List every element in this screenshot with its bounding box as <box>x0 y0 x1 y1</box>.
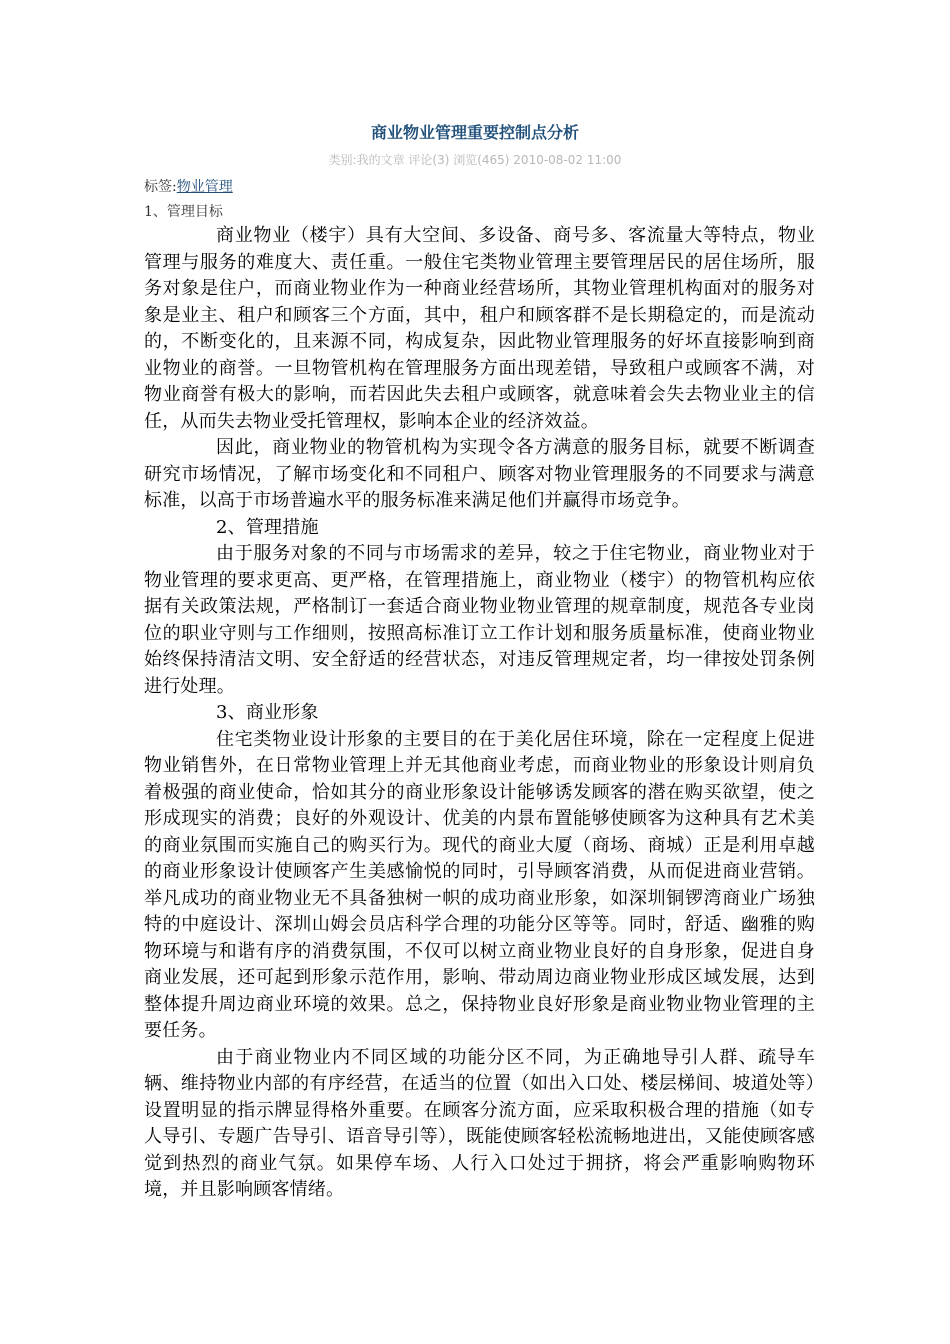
section1-heading: 1、管理目标 <box>144 204 223 220</box>
paragraph: 由于商业物业内不同区域的功能分区不同，为正确地导引人群、疏导车辆、维持物业内部的有序经营，在适当的位置（如出入口处、楼层梯间、坡道处等）设置明显的指示牌显得格外重要。在顾客分流方面，应采取积极合理的措施（如专人导引、专题广告导引、语音导引等），既能使顾客轻松流畅地进出，又能使顾客感觉到热烈的商业气氛。如果停车场、人行入口处过于拥挤，将会严重影响购物环境，并且影响顾客情绪。 <box>144 1046 815 1200</box>
article-meta: 类别:我的文章 评论(3) 浏览(465) 2010-08-02 11:00 <box>328 153 622 167</box>
section3-heading: 3、商业形象 <box>216 702 319 723</box>
tags-label: 标签: <box>144 179 177 195</box>
paragraph: 商业物业（楼宇）具有大空间、多设备、商号多、客流量大等特点，物业管理与服务的难度大、责任重。一般住宅类物业管理主要管理居民的居住场所，服务对象是住户，而商业物业作为一种商业经营场所，其物业管理机构面对的服务对象是业主、租户和顾客三个方面，其中，租户和顾客群不是长期稳定的，而是流动的，不断变化的，且来源不同，构成复杂，因此物业管理服务的好坏直接影响到商业物业的商誉。一旦物管机构在管理服务方面出现差错，导致租户或顾客不满，对物业商誉有极大的影响，而若因此失去租户或顾客，就意味着会失去物业业主的信任，从而失去物业受托管理权，影响本企业的经济效益。 <box>144 225 815 432</box>
section2-heading: 2、管理措施 <box>216 516 319 538</box>
tag-link[interactable]: 物业管理 <box>176 179 233 195</box>
article-body <box>144 223 815 1204</box>
paragraph: 由于服务对象的不同与市场需求的差异，较之于住宅物业，商业物业对于物业管理的要求更高、更严格，在管理措施上，商业物业（楼宇）的物管机构应依据有关政策法规，严格制订一套适合商业物业物业管理的规章制度，规范各专业岗位的职业守则与工作细则，按照高标准订立工作计划和服务质量标准，使商业物业始终保持清洁文明、安全舒适的经营状态，对违反管理规定者，均一律按处罚条例进行处理。 <box>144 543 815 697</box>
tags-row <box>144 177 233 197</box>
article-title: 商业物业管理重要控制点分析 <box>370 123 579 142</box>
paragraph: 因此，商业物业的物管机构为实现令各方满意的服务目标，就要不断调查研究市场情况，了解市场变化和不同租户、顾客对物业管理服务的不同要求与满意标准，以高于市场普遍水平的服务标准来满足他们并赢得市场竞争。 <box>144 437 815 511</box>
paragraph: 住宅类物业设计形象的主要目的在于美化居住环境，除在一定程度上促进物业销售外，在日常物业管理上并无其他商业考虑，而商业物业的形象设计则肩负着极强的商业使命，恰如其分的商业形象设计能够诱发顾客的潜在购买欲望，使之形成现实的消费；良好的外观设计、优美的内景布置能够使顾客为这种具有艺术美的商业氛围而实施自己的购买行为。现代的商业大厦（商场、商城）正是利用卓越的商业形象设计使顾客产生美感愉悦的同时，引导顾客消费，从而促进商业营销。举凡成功的商业物业无不具备独树一帜的成功商业形象，如深圳铜锣湾商业广场独特的中庭设计、深圳山姆会员店科学合理的功能分区等等。同时，舒适、幽雅的购物环境与和谐有序的消费氛围，不仅可以树立商业物业良好的自身形象，促进自身商业发展，还可起到形象示范作用，影响、带动周边商业物业形成区域发展，达到整体提升周边商业环境的效果。总之，保持物业良好形象是商业物业物业管理的主要任务。 <box>144 728 815 1041</box>
